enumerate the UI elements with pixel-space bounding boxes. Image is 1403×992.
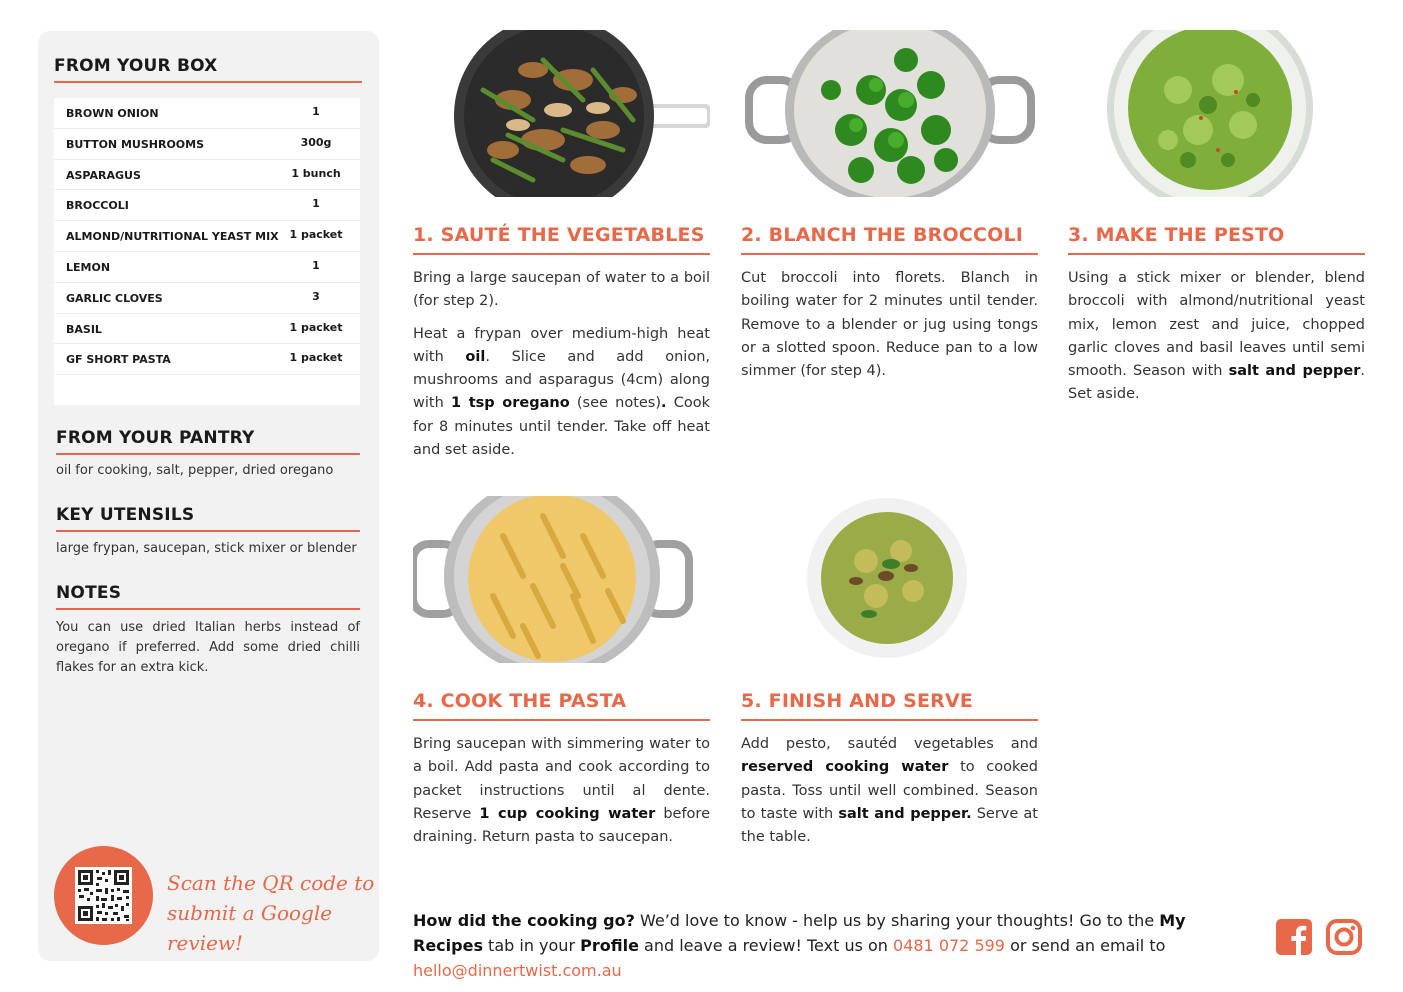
ingredient-name: BROCCOLI [66,199,129,213]
ingredient-name: BROWN ONION [66,107,159,120]
ingredient-name: ALMOND/NUTRITIONAL YEAST MIX [66,230,279,244]
divider [54,81,362,83]
divider [56,608,360,610]
step2-title: 2. BLANCH THE BROCCOLI [741,224,1024,246]
step5-body [741,733,1038,858]
facebook-icon[interactable] [1275,918,1313,956]
step4-body [413,733,710,858]
ingredient-name: LEMON [66,260,111,274]
ingredient-name: GARLIC CLOVES [66,291,163,305]
text: before draining. Return pasta to saucepan. [413,805,710,846]
ingredient-qty: 1 [312,105,320,118]
divider [1068,253,1365,255]
text: (see notes) [569,395,662,412]
bold-text: reserved cooking water [741,759,949,776]
step5-photo [741,496,1038,663]
from-your-pantry-title: FROM YOUR PANTRY [56,428,255,448]
text: or send an email to [1004,936,1166,955]
notes-text: You can use dried Italian herbs instead of oregano if preferred. Add some dried chilli flakes for an extra kick. [56,620,360,675]
qr-code-icon[interactable] [75,867,132,924]
ingredient-row [54,190,360,221]
divider [413,253,710,255]
step5-paragraph [741,733,1038,849]
ingredient-qty: 300g [300,135,332,149]
text: tab in your [482,936,581,955]
ingredient-row [54,344,360,375]
step4-title: 4. COOK THE PASTA [413,690,627,712]
ingredient-row [54,221,360,252]
ingredients-table [54,98,360,405]
step4-paragraph [413,733,710,849]
divider [56,453,360,455]
text: Bring saucepan with simmering water to a boil. Add pasta and cook according to packet instructions until al dente. Reserve [413,736,710,822]
bold-text: Profile [580,936,639,955]
text: . Set aside. [1068,363,1366,403]
ingredient-row [54,314,360,345]
ingredient-qty: 1 bunch [291,166,341,180]
ingredient-qty: 1 [312,258,320,272]
text: Using a stick mixer or blender, blend broccoli with almond/nutritional yeast mix, lemon zest and juice, chopped garlic cloves and basil leaves until semi smooth. Season with [1068,270,1365,380]
text: and leave a review! Text us on [638,936,894,955]
ingredient-row [54,283,360,314]
text: Add pesto, sautéd vegetables and [741,736,1038,752]
qr-caption [167,868,379,958]
key-utensils-title: KEY UTENSILS [56,505,195,525]
step1-title: 1. SAUTÉ THE VEGETABLES [413,224,705,246]
bold-text: My Recipes [413,911,1186,955]
step5-title: 5. FINISH AND SERVE [741,690,974,712]
bold-text: 1 tsp oregano [450,395,570,412]
bold-text: oil [465,348,486,365]
step1-body [413,267,710,471]
ingredient-qty: 1 packet [289,320,343,334]
bold-text: 1 cup cooking water [479,805,656,822]
divider [413,719,710,721]
bold-text: . [661,395,667,412]
step1-paragraph2 [413,323,710,463]
ingredient-row [54,129,360,160]
text: to cooked pasta. Toss until well combined. Season to taste with [741,759,1039,822]
instagram-icon[interactable] [1325,918,1363,956]
qr-badge [54,846,153,945]
qr-caption-line2: submit a Google review! [167,901,333,955]
from-your-box-title: FROM YOUR BOX [54,56,218,76]
ingredient-name: BUTTON MUSHROOMS [66,137,205,151]
sidebar [38,31,379,961]
text: We’d love to know - help us by sharing your thoughts! Go to the [634,911,1160,930]
email-link[interactable]: hello@dinnertwist.com.au [413,961,622,980]
ingredient-name: ASPARAGUS [66,168,141,182]
step4-photo [413,496,710,663]
ingredient-name: BASIL [66,322,102,336]
text: Cook for 8 minutes until tender. Take off heat and set aside. [413,395,711,459]
text: Serve at the table. [741,805,1038,846]
ingredient-qty: 3 [312,289,320,303]
step2-body [741,267,1038,392]
step2-paragraph: Cut broccoli into florets. Blanch in boiling water for 2 minutes until tender. Remove to a blender or jug using tongs or a slotted spoon. Reduce pan to a low simmer (for step 4). [741,270,1038,380]
step3-paragraph [1068,267,1365,407]
ingredient-row [54,160,360,191]
step3-title: 3. MAKE THE PESTO [1068,224,1285,246]
step3-body [1068,267,1365,416]
divider [741,253,1038,255]
step1-paragraph1: Bring a large saucepan of water to a boil (for step 2). [413,270,710,310]
step2-photo [741,30,1038,197]
phone-link[interactable]: 0481 072 599 [893,936,1005,955]
bold-text: salt and pepper [1228,363,1361,380]
bold-text: salt and pepper. [838,805,972,822]
text: . Slice and add onion, mushrooms and asparagus (4cm) along with [413,348,710,412]
pantry-text: oil for cooking, salt, pepper, dried oregano [56,463,334,478]
ingredient-qty: 1 packet [289,351,343,365]
step3-photo [1068,30,1365,197]
ingredient-row [54,98,360,129]
ingredient-qty: 1 [312,197,320,211]
qr-caption-line1: Scan the QR code to [167,871,375,895]
ingredient-qty: 1 packet [289,228,343,242]
notes-title: NOTES [56,583,122,603]
text: Heat a frypan over medium-high heat with [413,325,710,365]
ingredient-name: GF SHORT PASTA [66,353,171,367]
divider [56,530,360,532]
utensils-text: large frypan, saucepan, stick mixer or blender [56,541,357,556]
bold-text: How did the cooking go? [413,911,635,930]
step1-photo [413,30,710,197]
divider [741,719,1038,721]
ingredient-row [54,252,360,283]
footer-review-text [413,908,1258,983]
